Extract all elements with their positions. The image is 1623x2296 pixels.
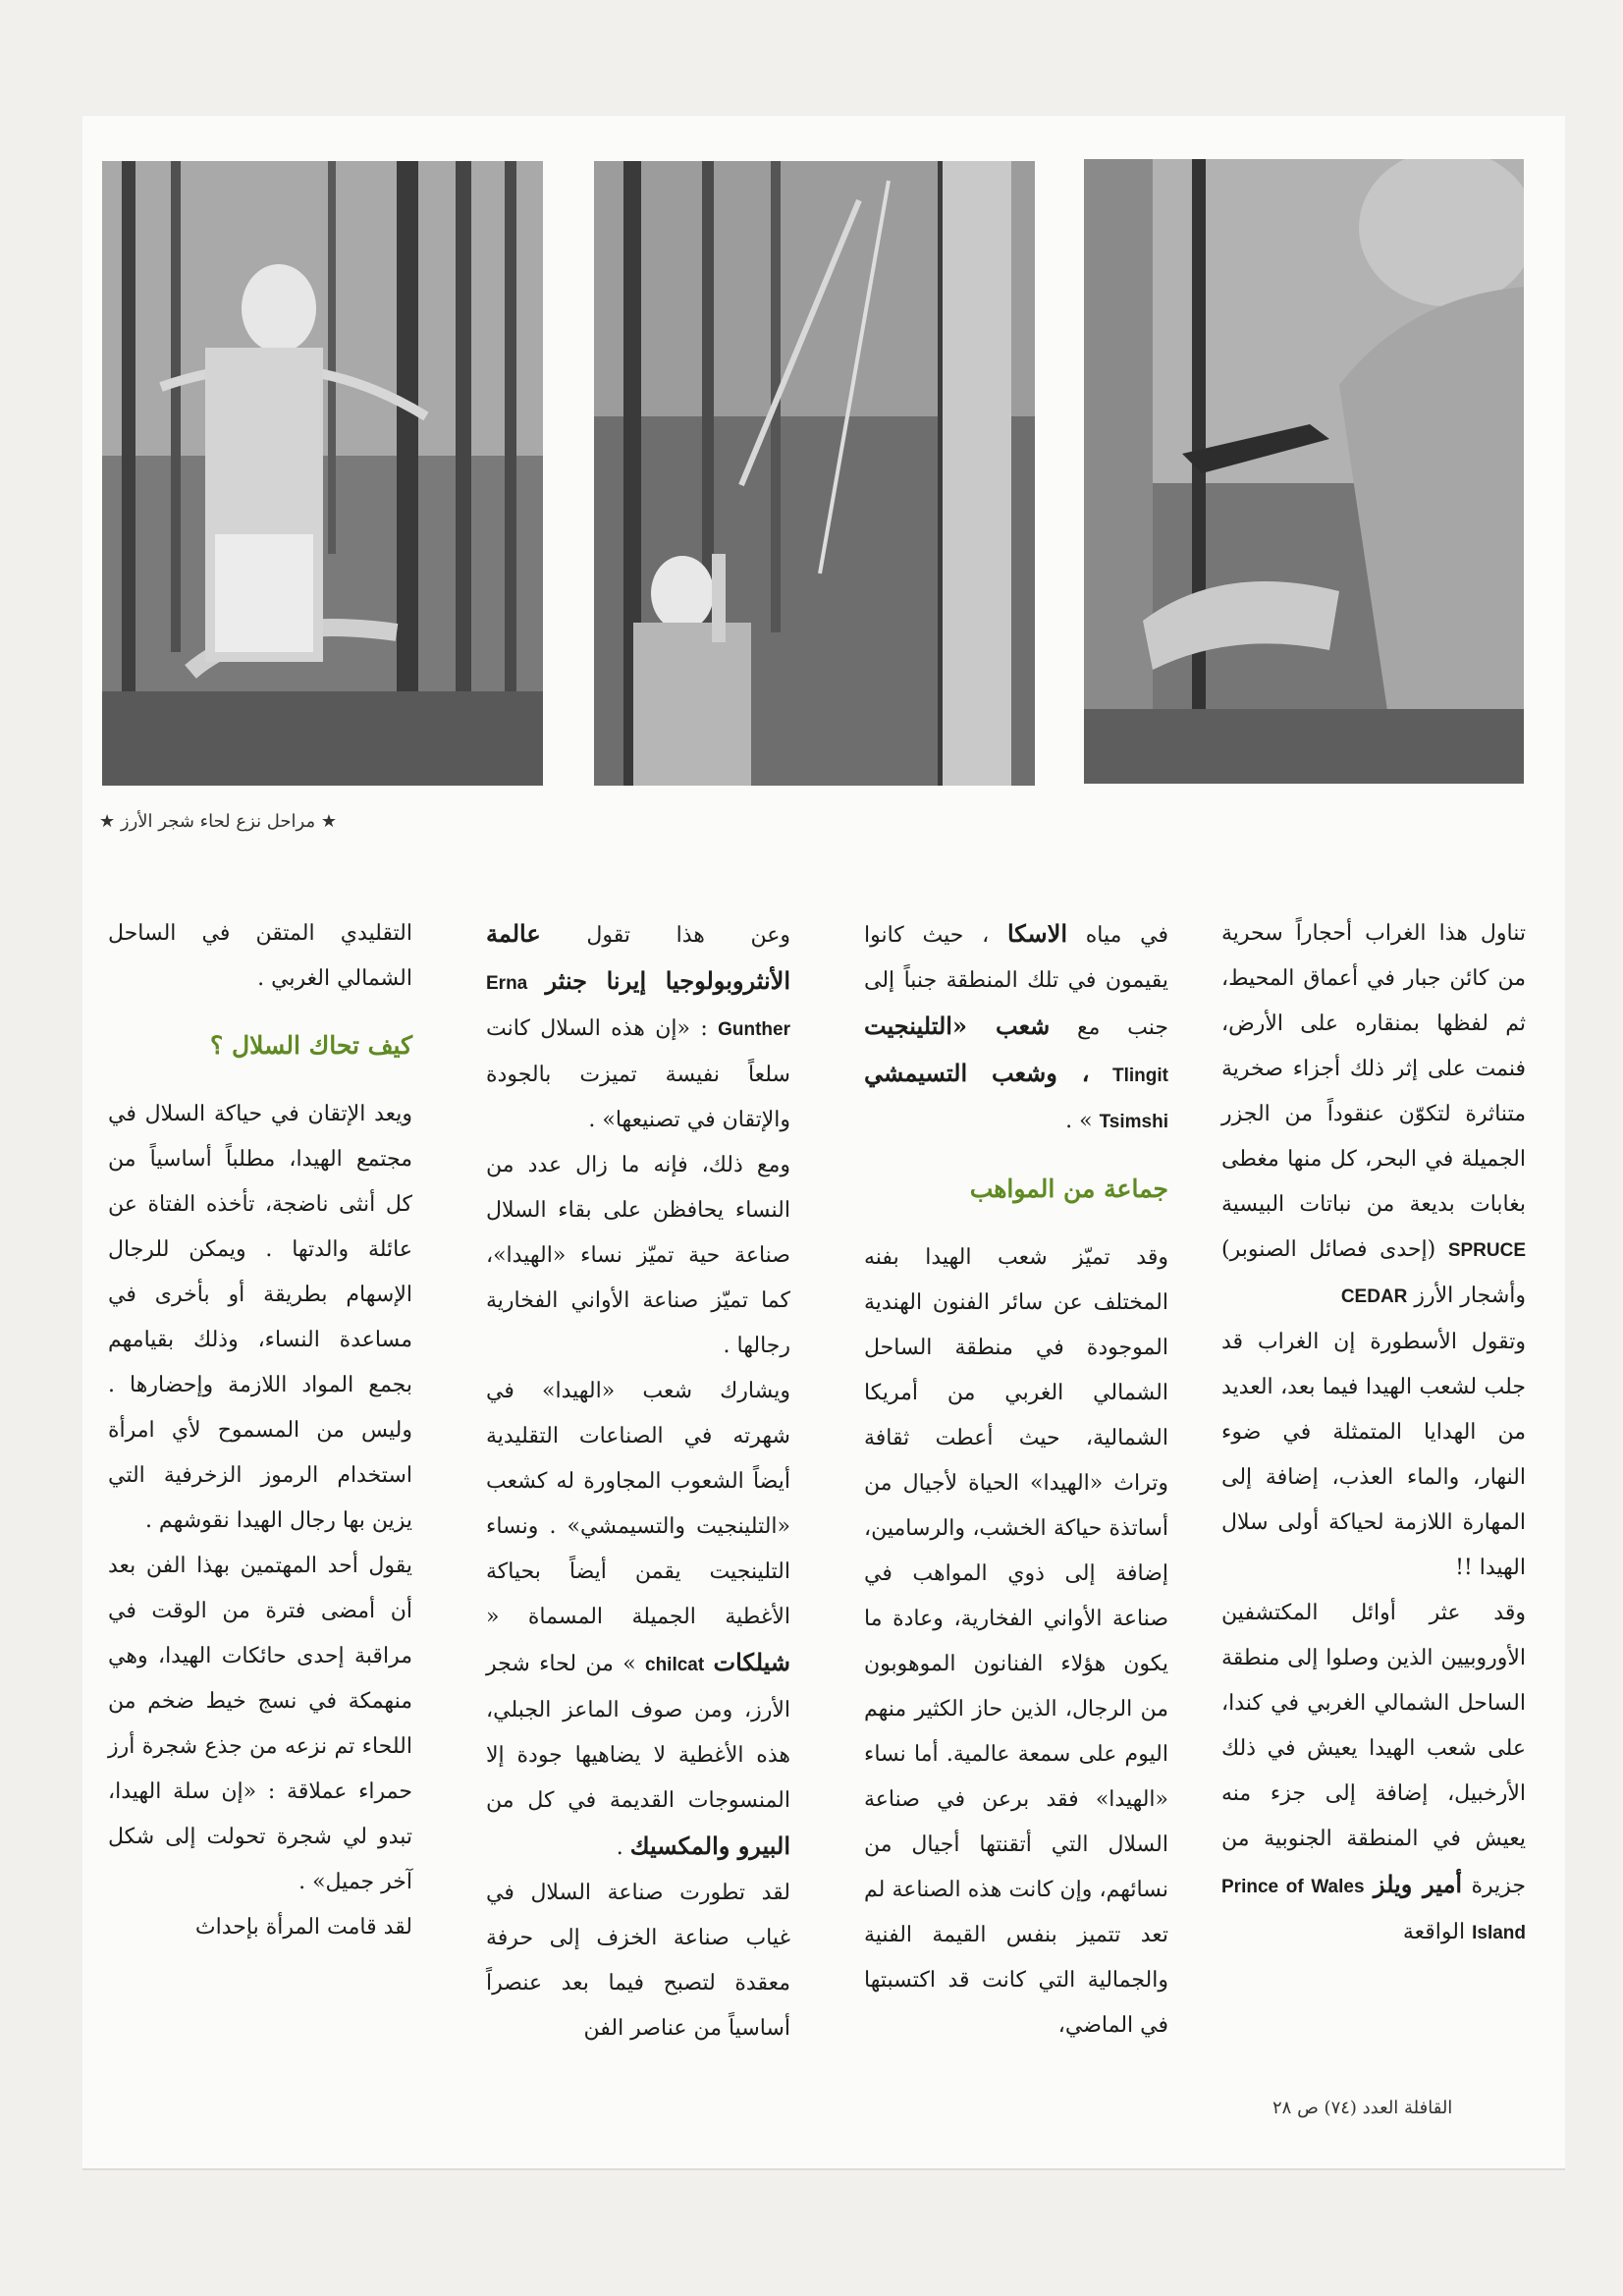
term-peru-mexico: البيرو والمكسيك (629, 1831, 790, 1860)
latin-term-cedar: CEDAR (1340, 1286, 1408, 1307)
page-folio: القافلة العدد (٧٤) ص ٢٨ (1272, 2098, 1453, 2118)
latin-term-prince-of-wales: Prince of Wales Island (1221, 1877, 1526, 1943)
term-prince-of-wales-ar: أمير ويلز (1373, 1870, 1463, 1898)
col3-p3-text-b: » من لحاء شجر الأرز، ومن صوف الماعز الجبلي، هذه الأغطية لا يضاهيها جودة إلا المنسوجات القديمة في كل من (486, 1652, 790, 1813)
latin-term-tlingit: Tlingit (1112, 1066, 1168, 1086)
col1-paragraph-3 (1221, 1591, 1526, 1956)
col3-paragraph-1 (486, 911, 790, 1143)
latin-term-spruce: SPRUCE (1447, 1240, 1526, 1261)
page-bottom-divider (82, 2168, 1565, 2170)
photo-woman-cutting-bark-knife-image (1084, 159, 1524, 784)
col1-p3-text: وقد عثر أوائل المكتشفين الأوروبيين الذين وصلوا إلى منطقة الساحل الشمالي الغربي في كندا، على شعب الهيدا يعيش في ذلك الأرخبيل، إضافة إلى جزء منه يعيش في المنطقة الجنوبية من جزيرة (1221, 1601, 1527, 1898)
col3-p1-text: وعن هذا تقول (586, 923, 790, 948)
term-chilkat-ar: شيلكات (713, 1648, 790, 1676)
col4-paragraph-2: ويعد الإتقان في حياكة السلال في مجتمع الهيدا، مطلباً أساسياً من كل أنثى ناضجة، تأخذه الفتاة عن عائلة والدتها . ويمكن للرجال الإسهام بطريقة أو بأخرى في مساعدة النساء، وذلك بقيامهم بجمع المواد اللازمة وإحضارها . وليس من المسموح لأي امرأة استخدام الرموز الزخرفية التي يزين بها رجال الهيدا نقوشهم . (108, 1102, 412, 1533)
section-heading-how-baskets-woven: كيف تحاك السلال ؟ (210, 1031, 412, 1060)
col3-paragraph-2: ومع ذلك، فإنه ما زال عدد من النساء يحافظن على بقاء السلال صناعة حية تميّز نساء «الهيدا»، كما تميّز صناعة الأواني الفخارية رجالها . (486, 1153, 790, 1358)
col1-p1-text-b: (إحدى فصائل الصنوبر) وأشجار الأرز (1221, 1237, 1526, 1308)
col1-p1-text: تناول هذا الغراب أحجاراً سحرية من كائن جبار في أعماق المحيط، ثم لفظها بمنقاره على الأرض، فنمت على إثر ذلك أجزاء صخرية متناثرة لتكوّن عنقوداً من الجزر الجميلة في البحر، كل منها مغطى بغابات بديعة من نباتات البيسية (1221, 921, 1526, 1217)
col1-paragraph-1 (1221, 911, 1526, 1320)
article-column-4 (108, 911, 412, 1950)
latin-term-chilcat: chilcat (645, 1655, 705, 1675)
term-tsimshi-ar: ، وشعب التسيمشي (864, 1059, 1090, 1087)
col3-p3-end: . (616, 1835, 623, 1860)
col2-p1-text: في مياه (1085, 923, 1168, 948)
col2-paragraph-1 (864, 911, 1168, 1145)
col2-p1-end: » . (1065, 1109, 1093, 1133)
latin-term-erna-gunther: Erna Gunther (486, 973, 790, 1040)
col2-p1-text-b: ، حيث كانوا يقيمون في تلك المنطقة جنباً إلى جنب مع (864, 923, 1168, 1040)
photo-woman-cutting-bark-knife (1084, 159, 1524, 784)
term-anthropologist-ar: عالمة الأنثروبولوجيا إيرنا جنثر (486, 919, 790, 995)
col3-p3-text: ويشارك شعب «الهيدا» في شهرته في الصناعات التقليدية أيضاً الشعوب المجاورة له كشعب «التلينجيت والتسيمشي» . ونساء التلينجيت يقمن أيضاً بحياكة الأغطية الجميلة المسماة « (486, 1379, 790, 1629)
article-column-1 (1221, 911, 1526, 1956)
col3-p1-text-b: : «إن هذه السلال كانت سلعاً نفيسة تميزت بالجودة والإتقان في تصنيعها» . (486, 1016, 790, 1132)
col2-paragraph-2: وقد تميّز شعب الهيدا بفنه المختلف عن سائر الفنون الهندية الموجودة في منطقة الساحل الشمالي الغربي من أمريكا الشمالية، حيث أعطت ثقافة وتراث «الهيدا» الحياة لأجيال من أساتذة حياكة الخشب، والرسامين، إضافة إلى ذوي المواهب في صناعة الأواني الفخارية، وعادة ما يكون هؤلاء الفنانون الموهوبون من الرجال، الذين حاز الكثير منهم اليوم على سمعة عالمية. أما نساء «الهيدا» فقد برعن في صناعة السلال التي أتقنتها أجيال من نسائهم، وإن كانت هذه الصناعة لم تعد تتميز بنفس القيمة الفنية والجمالية التي كانت قد اكتسبتها في الماضي، (864, 1245, 1168, 2038)
col3-paragraph-4: لقد تطورت صناعة السلال في غياب صناعة الخزف إلى حرفة معقدة لتصبح فيما بعد عنصراً أساسياً من عناصر الفن (486, 1881, 790, 2041)
term-alaska: الاسكا (1006, 919, 1067, 948)
article-column-2 (864, 911, 1168, 2049)
col4-paragraph-1: التقليدي المتقن في الساحل الشمالي الغربي . (108, 921, 412, 991)
section-heading-talents: جماعة من المواهب (969, 1175, 1168, 1203)
photo-woman-stripping-tall-tree-image (594, 161, 1035, 786)
col3-paragraph-3 (486, 1369, 790, 1871)
col1-p3-end: الواقعة (1402, 1920, 1466, 1944)
photo-caption: ★ مراحل نزع لحاء شجر الأرز ★ (99, 811, 337, 832)
photo-woman-pulling-bark-strip (102, 161, 543, 786)
photo-woman-pulling-bark-strip-image (102, 161, 543, 786)
term-tlingit-ar: شعب «التلينجيت (864, 1011, 1051, 1040)
col4-paragraph-3: يقول أحد المهتمين بهذا الفن بعد أن أمضى فترة من الوقت في مراقبة إحدى حائكات الهيدا، وهي منهمكة في نسج خيط ضخم من اللحاء تم نزعه من جذع شجرة أرز حمراء عملاقة : «إن سلة الهيدا، تبدو لي شجرة تحولت إلى شكل آخر جميل» . (108, 1554, 412, 1894)
col4-paragraph-4: لقد قامت المرأة بإحداث (194, 1915, 412, 1940)
photo-woman-stripping-tall-tree (594, 161, 1035, 786)
article-column-3 (486, 911, 790, 2051)
latin-term-tsimshi: Tsimshi (1099, 1112, 1168, 1132)
col1-paragraph-2: وتقول الأسطورة إن الغراب قد جلب لشعب الهيدا فيما بعد، العديد من الهدايا المتمثلة في ضوء النهار، والماء العذب، إضافة إلى المهارة اللازمة لحياكة أولى سلال الهيدا !! (1221, 1330, 1526, 1580)
